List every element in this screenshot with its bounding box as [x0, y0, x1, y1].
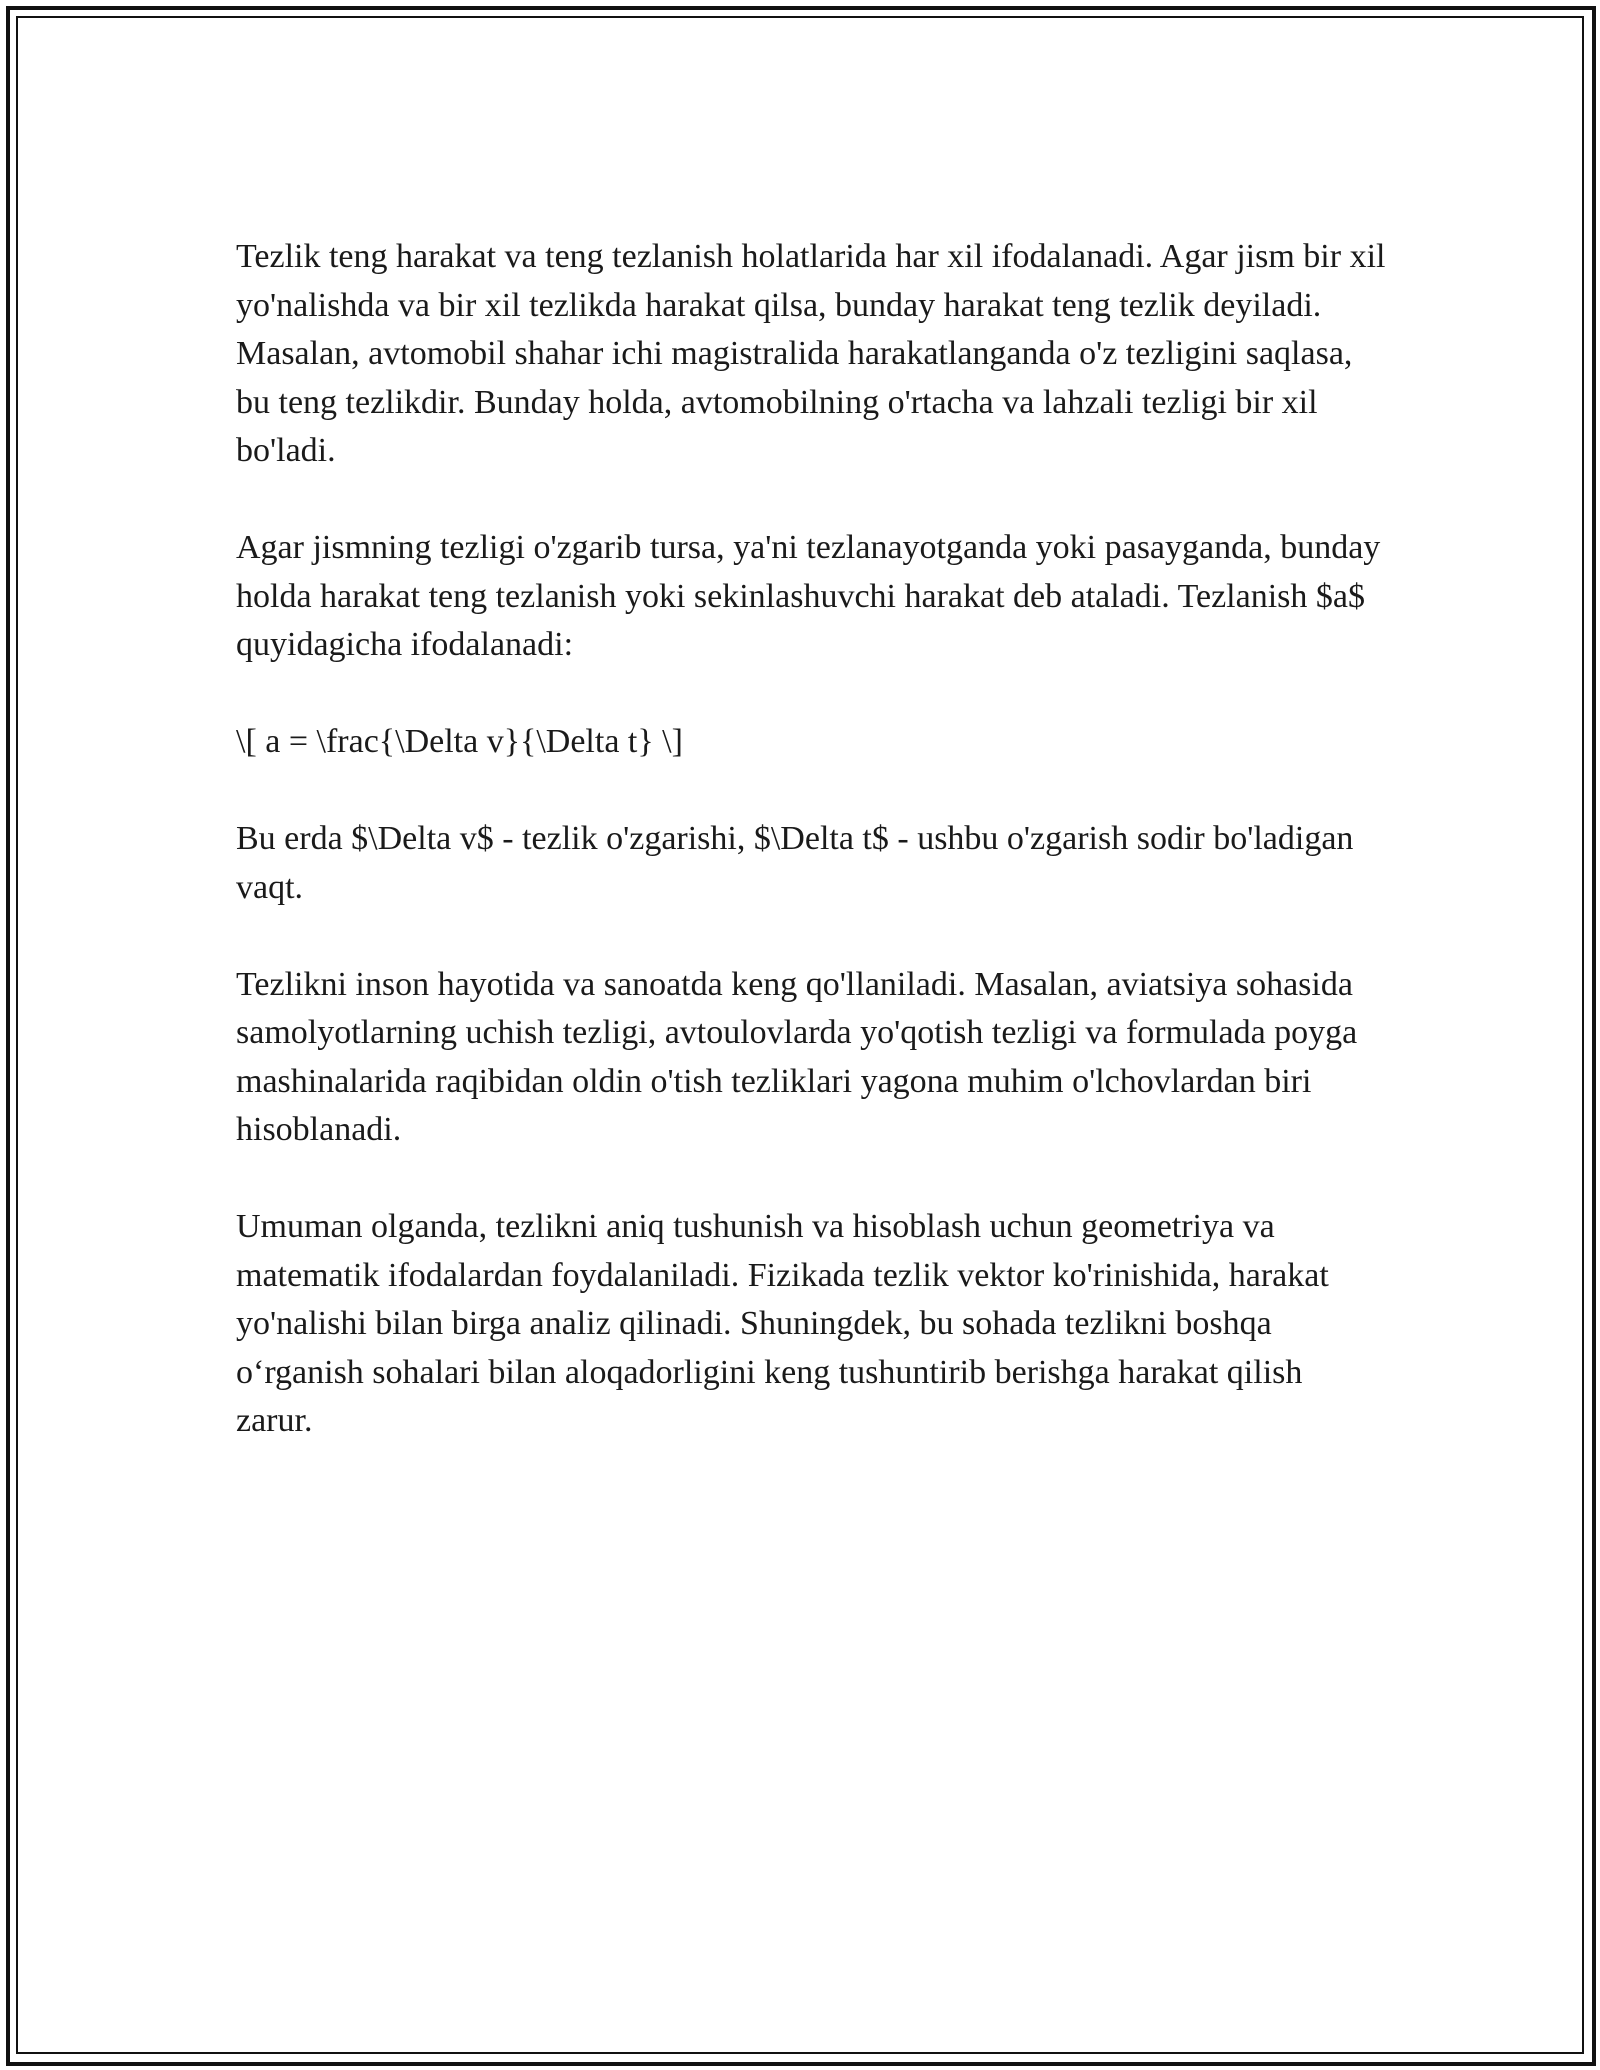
paragraph-uniform-motion: Tezlik teng harakat va teng tezlanish holatlarida har xil ifodalanadi. Agar jism bir xil yo'nalishda va bir xil tezlikda harakat qilsa, bunday harakat teng tezlik deyiladi. Masalan, avtomobil shahar ichi magistralida harakatlanganda o'z tezligini saqlasa, bu teng tezlikdir. Bunday holda, avtomobilning o'rtacha va lahzali tezligi bir xil bo'ladi. — [236, 238, 1386, 469]
paragraph-formula-explanation: Bu erda $\Delta v$ - tezlik o'zgarishi, $\Delta t$ - ushbu o'zgarish sodir bo'ladigan vaqt. — [236, 820, 1354, 906]
formula-acceleration: \[ a = \frac{\Delta v}{\Delta t} \] — [236, 723, 683, 760]
paragraph-applications: Tezlikni inson hayotida va sanoatda keng qo'llaniladi. Masalan, aviatsiya sohasida samolyotlarning uchish tezligi, avtoulovlarda yo'qotish tezligi va formulada poyga mashinalarida raqibidan oldin o'tish tezliklari yagona muhim o'lchovlardan biri hisoblanadi. — [236, 965, 1358, 1148]
paragraph-conclusion: Umuman olganda, tezlikni aniq tushunish va hisoblash uchun geometriya va matematik ifodalardan foydalaniladi. Fizikada tezlik vektor ko'rinishida, harakat yo'nalishi bilan birga analiz qilinadi. Shuningdek, bu sohada tezlikni boshqa o‘rganish sohalari bilan aloqadorligini keng tushuntirib berishga harakat qilish zarur. — [236, 1208, 1329, 1439]
document-body — [236, 233, 1386, 1494]
paragraph-acceleration: Agar jismning tezligi o'zgarib tursa, ya'ni tezlanayotganda yoki pasayganda, bunday holda harakat teng tezlanish yoki sekinlashuvchi harakat deb ataladi. Tezlanish $a$ quyidagicha ifodalanadi: — [236, 529, 1381, 663]
